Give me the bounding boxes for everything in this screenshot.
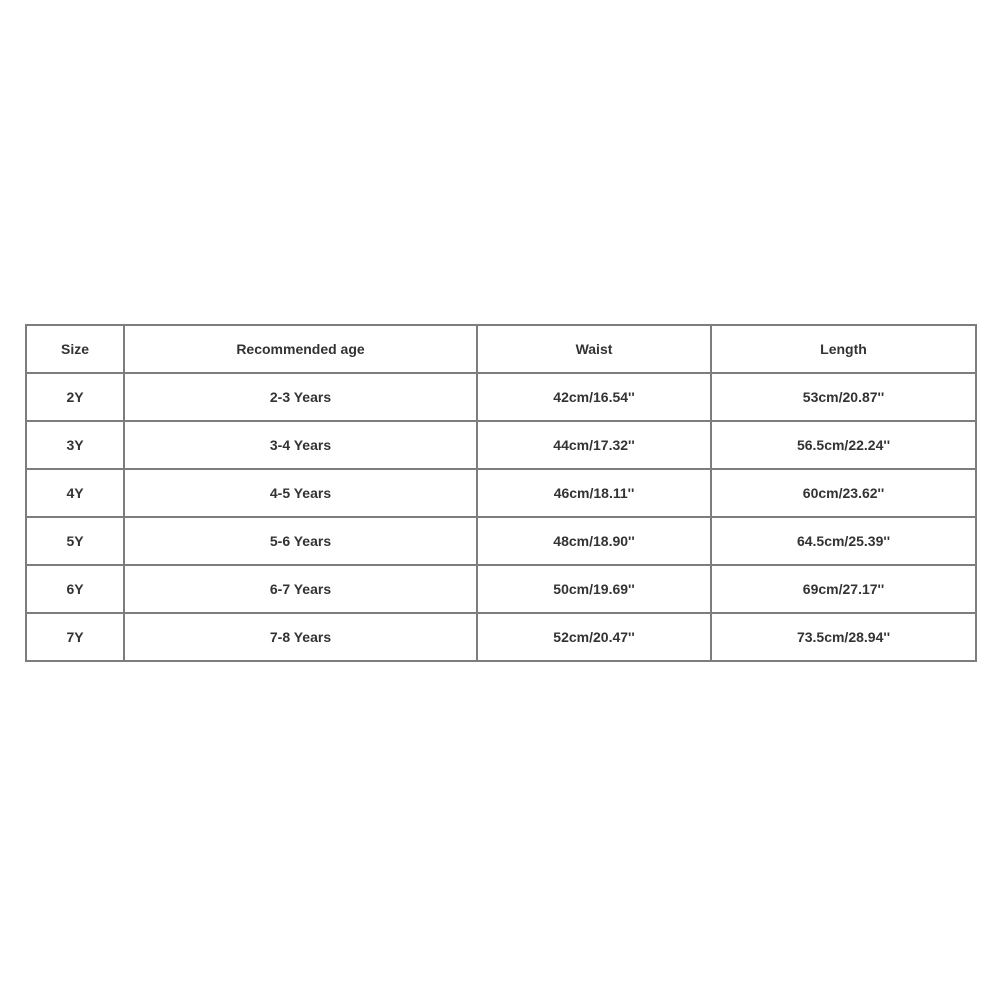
header-length: Length <box>711 325 976 373</box>
table-row <box>26 421 976 469</box>
cell-length: 69cm/27.17'' <box>711 565 976 613</box>
table-header-row <box>26 325 976 373</box>
header-waist: Waist <box>477 325 711 373</box>
cell-length: 60cm/23.62'' <box>711 469 976 517</box>
cell-length: 53cm/20.87'' <box>711 373 976 421</box>
cell-waist: 42cm/16.54'' <box>477 373 711 421</box>
cell-recommended-age: 6-7 Years <box>124 565 477 613</box>
cell-waist: 44cm/17.32'' <box>477 421 711 469</box>
cell-length: 64.5cm/25.39'' <box>711 517 976 565</box>
cell-recommended-age: 4-5 Years <box>124 469 477 517</box>
table-row <box>26 517 976 565</box>
size-chart-table <box>25 324 977 662</box>
cell-length: 56.5cm/22.24'' <box>711 421 976 469</box>
cell-size: 2Y <box>26 373 124 421</box>
cell-recommended-age: 3-4 Years <box>124 421 477 469</box>
table-row <box>26 565 976 613</box>
cell-size: 6Y <box>26 565 124 613</box>
cell-waist: 48cm/18.90'' <box>477 517 711 565</box>
cell-size: 7Y <box>26 613 124 661</box>
cell-waist: 46cm/18.11'' <box>477 469 711 517</box>
cell-recommended-age: 2-3 Years <box>124 373 477 421</box>
table-row <box>26 373 976 421</box>
cell-recommended-age: 7-8 Years <box>124 613 477 661</box>
cell-recommended-age: 5-6 Years <box>124 517 477 565</box>
cell-length: 73.5cm/28.94'' <box>711 613 976 661</box>
table-row <box>26 469 976 517</box>
cell-waist: 50cm/19.69'' <box>477 565 711 613</box>
table-row <box>26 613 976 661</box>
cell-waist: 52cm/20.47'' <box>477 613 711 661</box>
header-recommended-age: Recommended age <box>124 325 477 373</box>
header-size: Size <box>26 325 124 373</box>
cell-size: 5Y <box>26 517 124 565</box>
cell-size: 3Y <box>26 421 124 469</box>
cell-size: 4Y <box>26 469 124 517</box>
